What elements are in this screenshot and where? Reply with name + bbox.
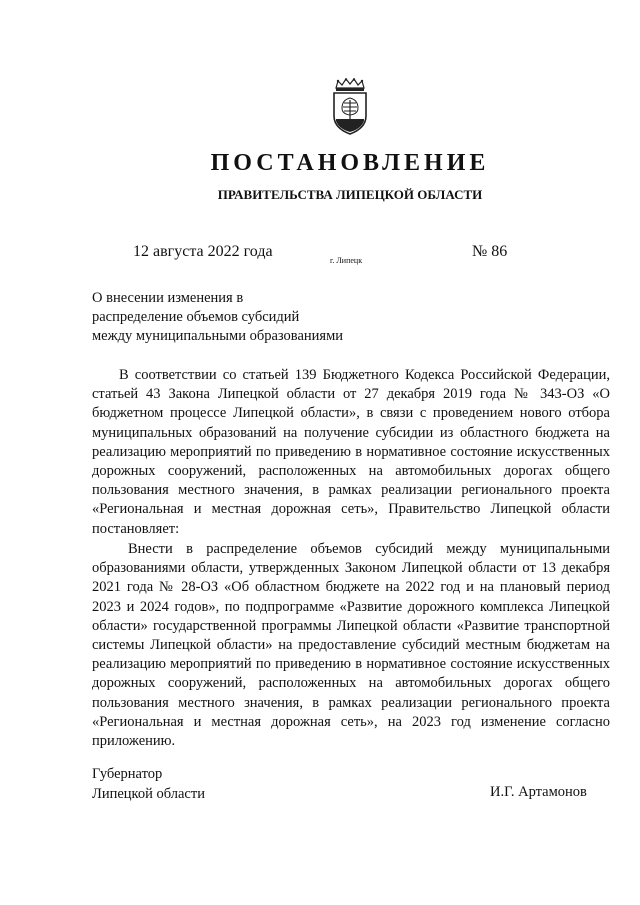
document-number: № 86 (472, 243, 508, 260)
document-subject (92, 289, 343, 346)
document-date: 12 августа 2022 года (133, 243, 273, 260)
issuing-authority: ПРАВИТЕЛЬСТВА ЛИПЕЦКОЙ ОБЛАСТИ (217, 187, 483, 202)
position-line: Липецкой области (92, 786, 205, 802)
signatory-name: И.Г. Артамонов (490, 784, 587, 800)
subject-line: О внесении изменения в (92, 290, 244, 306)
position-line: Губернатор (92, 766, 163, 782)
signatory-position (92, 764, 205, 804)
subject-line: распределение объемов субсидий (92, 309, 300, 325)
subject-line: между муниципальными образованиями (92, 328, 344, 344)
coat-of-arms-icon (328, 78, 372, 136)
document-title: ПОСТАНОВЛЕНИЕ (210, 150, 490, 176)
document-place: г. Липецк (330, 256, 363, 265)
body-paragraph-resolution: Внести в распределение объемов субсидий между муниципальными образованиями области, утвержденных Законом Липецкой области от 13 декабря 2021 года № 28-ОЗ «Об областном бюджете на 2022 год и на плановый период 2023 и 2024 годов», по подпрограмме «Развитие дорожного комплекса Липецкой области» государственной программы Липецкой области «Развитие транспортной системы Липецкой области» на предоставление субсидий местным бюджетам на реализацию мероприятий по приведению в нормативное состояние искусственных дорожных сооружений, расположенных на автомобильных дорогах общего пользования местного значения, в рамках реализации регионального проекта «Региональная и местная дорожная сеть», на 2023 год изменение согласно приложению. (92, 541, 610, 750)
body-paragraph-preamble: В соответствии со статьей 139 Бюджетного Кодекса Российской Федерации, статьей 43 Закона Липецкой области от 27 декабря 2019 года № 343-ОЗ «О бюджетном процессе Липецкой области», в связи с проведением нового отбора муниципальных образований на получение субсидии из областного бюджета на реализацию мероприятий по приведению в нормативное состояние искусственных дорожных сооружений, расположенных на автомобильных дорогах общего пользования местного значения, в рамках реализации регионального проекта «Региональная и местная дорожная сеть», Правительство Липецкой области постановляет: (92, 367, 610, 537)
